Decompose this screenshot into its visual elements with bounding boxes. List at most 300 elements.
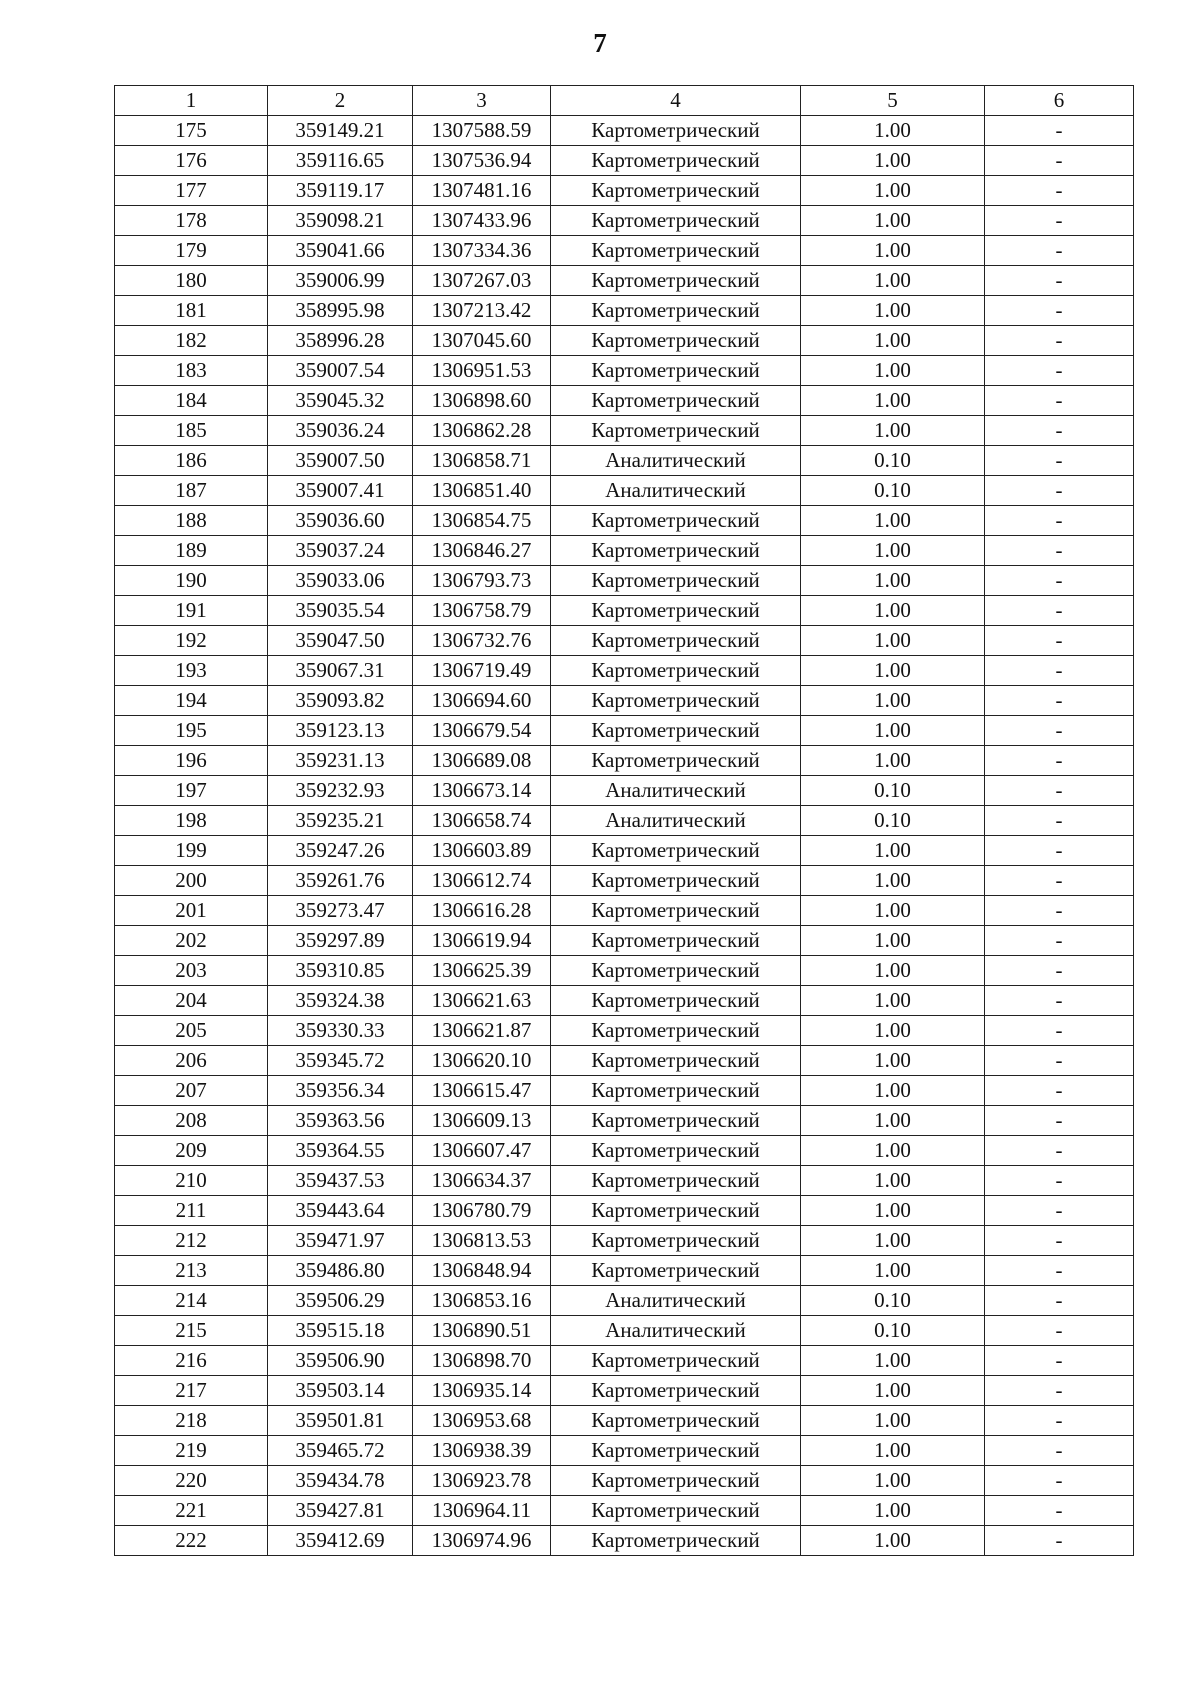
accuracy-cell: 1.00 <box>801 116 985 146</box>
description-cell: - <box>985 626 1134 656</box>
method-cell: Картометрический <box>551 986 801 1016</box>
x-coordinate-cell: 359232.93 <box>268 776 413 806</box>
y-coordinate-cell: 1306620.10 <box>413 1046 551 1076</box>
accuracy-cell: 0.10 <box>801 776 985 806</box>
x-coordinate-cell: 359119.17 <box>268 176 413 206</box>
accuracy-cell: 0.10 <box>801 806 985 836</box>
description-cell: - <box>985 1166 1134 1196</box>
point-number-cell: 221 <box>115 1496 268 1526</box>
point-number-cell: 208 <box>115 1106 268 1136</box>
method-cell: Картометрический <box>551 296 801 326</box>
method-cell: Картометрический <box>551 1166 801 1196</box>
y-coordinate-cell: 1306689.08 <box>413 746 551 776</box>
point-number-cell: 182 <box>115 326 268 356</box>
column-header: 5 <box>801 86 985 116</box>
table-row <box>115 1316 1134 1346</box>
x-coordinate-cell: 359247.26 <box>268 836 413 866</box>
description-cell: - <box>985 746 1134 776</box>
description-cell: - <box>985 296 1134 326</box>
method-cell: Картометрический <box>551 536 801 566</box>
y-coordinate-cell: 1306953.68 <box>413 1406 551 1436</box>
y-coordinate-cell: 1306616.28 <box>413 896 551 926</box>
x-coordinate-cell: 359007.50 <box>268 446 413 476</box>
x-coordinate-cell: 359235.21 <box>268 806 413 836</box>
y-coordinate-cell: 1306780.79 <box>413 1196 551 1226</box>
x-coordinate-cell: 359045.32 <box>268 386 413 416</box>
method-cell: Картометрический <box>551 1196 801 1226</box>
method-cell: Картометрический <box>551 356 801 386</box>
page-number: 7 <box>593 28 607 58</box>
x-coordinate-cell: 359007.54 <box>268 356 413 386</box>
table-header-row <box>115 86 1134 116</box>
table-row <box>115 236 1134 266</box>
accuracy-cell: 1.00 <box>801 1496 985 1526</box>
x-coordinate-cell: 359116.65 <box>268 146 413 176</box>
table-row <box>115 1406 1134 1436</box>
y-coordinate-cell: 1307045.60 <box>413 326 551 356</box>
method-cell: Аналитический <box>551 806 801 836</box>
accuracy-cell: 1.00 <box>801 146 985 176</box>
table-row <box>115 1196 1134 1226</box>
method-cell: Картометрический <box>551 716 801 746</box>
description-cell: - <box>985 1016 1134 1046</box>
description-cell: - <box>985 326 1134 356</box>
accuracy-cell: 1.00 <box>801 236 985 266</box>
x-coordinate-cell: 359501.81 <box>268 1406 413 1436</box>
y-coordinate-cell: 1306854.75 <box>413 506 551 536</box>
table-row <box>115 476 1134 506</box>
y-coordinate-cell: 1306619.94 <box>413 926 551 956</box>
accuracy-cell: 1.00 <box>801 206 985 236</box>
y-coordinate-cell: 1306719.49 <box>413 656 551 686</box>
point-number-cell: 195 <box>115 716 268 746</box>
coordinates-table <box>114 85 1134 1556</box>
accuracy-cell: 1.00 <box>801 296 985 326</box>
table-row <box>115 1286 1134 1316</box>
table-row <box>115 626 1134 656</box>
point-number-cell: 189 <box>115 536 268 566</box>
accuracy-cell: 1.00 <box>801 1346 985 1376</box>
x-coordinate-cell: 359149.21 <box>268 116 413 146</box>
table-row <box>115 206 1134 236</box>
x-coordinate-cell: 359364.55 <box>268 1136 413 1166</box>
y-coordinate-cell: 1306615.47 <box>413 1076 551 1106</box>
y-coordinate-cell: 1306848.94 <box>413 1256 551 1286</box>
point-number-cell: 191 <box>115 596 268 626</box>
method-cell: Аналитический <box>551 776 801 806</box>
accuracy-cell: 1.00 <box>801 1406 985 1436</box>
x-coordinate-cell: 359506.90 <box>268 1346 413 1376</box>
description-cell: - <box>985 1466 1134 1496</box>
accuracy-cell: 1.00 <box>801 926 985 956</box>
description-cell: - <box>985 116 1134 146</box>
method-cell: Картометрический <box>551 1046 801 1076</box>
y-coordinate-cell: 1307588.59 <box>413 116 551 146</box>
accuracy-cell: 1.00 <box>801 1136 985 1166</box>
accuracy-cell: 1.00 <box>801 866 985 896</box>
description-cell: - <box>985 1526 1134 1556</box>
y-coordinate-cell: 1306858.71 <box>413 446 551 476</box>
description-cell: - <box>985 1436 1134 1466</box>
method-cell: Картометрический <box>551 236 801 266</box>
table-row <box>115 1046 1134 1076</box>
x-coordinate-cell: 359427.81 <box>268 1496 413 1526</box>
x-coordinate-cell: 359007.41 <box>268 476 413 506</box>
accuracy-cell: 1.00 <box>801 836 985 866</box>
table-row <box>115 1376 1134 1406</box>
method-cell: Картометрический <box>551 896 801 926</box>
table-row <box>115 356 1134 386</box>
description-cell: - <box>985 956 1134 986</box>
point-number-cell: 175 <box>115 116 268 146</box>
point-number-cell: 181 <box>115 296 268 326</box>
method-cell: Аналитический <box>551 1316 801 1346</box>
method-cell: Картометрический <box>551 686 801 716</box>
table-row <box>115 956 1134 986</box>
column-header: 1 <box>115 86 268 116</box>
table-row <box>115 596 1134 626</box>
y-coordinate-cell: 1306813.53 <box>413 1226 551 1256</box>
table-row <box>115 146 1134 176</box>
method-cell: Картометрический <box>551 926 801 956</box>
method-cell: Картометрический <box>551 746 801 776</box>
method-cell: Картометрический <box>551 1076 801 1106</box>
table-row <box>115 1166 1134 1196</box>
accuracy-cell: 1.00 <box>801 716 985 746</box>
table-row <box>115 776 1134 806</box>
x-coordinate-cell: 359037.24 <box>268 536 413 566</box>
y-coordinate-cell: 1306935.14 <box>413 1376 551 1406</box>
description-cell: - <box>985 1316 1134 1346</box>
accuracy-cell: 1.00 <box>801 746 985 776</box>
method-cell: Картометрический <box>551 1256 801 1286</box>
accuracy-cell: 1.00 <box>801 1376 985 1406</box>
method-cell: Картометрический <box>551 506 801 536</box>
y-coordinate-cell: 1306621.87 <box>413 1016 551 1046</box>
description-cell: - <box>985 866 1134 896</box>
point-number-cell: 210 <box>115 1166 268 1196</box>
description-cell: - <box>985 926 1134 956</box>
accuracy-cell: 1.00 <box>801 416 985 446</box>
description-cell: - <box>985 146 1134 176</box>
y-coordinate-cell: 1306694.60 <box>413 686 551 716</box>
point-number-cell: 188 <box>115 506 268 536</box>
description-cell: - <box>985 776 1134 806</box>
accuracy-cell: 1.00 <box>801 626 985 656</box>
description-cell: - <box>985 536 1134 566</box>
point-number-cell: 219 <box>115 1436 268 1466</box>
x-coordinate-cell: 359006.99 <box>268 266 413 296</box>
table-row <box>115 506 1134 536</box>
x-coordinate-cell: 359261.76 <box>268 866 413 896</box>
point-number-cell: 194 <box>115 686 268 716</box>
accuracy-cell: 1.00 <box>801 356 985 386</box>
x-coordinate-cell: 359363.56 <box>268 1106 413 1136</box>
x-coordinate-cell: 359486.80 <box>268 1256 413 1286</box>
point-number-cell: 193 <box>115 656 268 686</box>
y-coordinate-cell: 1307213.42 <box>413 296 551 326</box>
accuracy-cell: 1.00 <box>801 506 985 536</box>
table-row <box>115 326 1134 356</box>
description-cell: - <box>985 716 1134 746</box>
x-coordinate-cell: 359033.06 <box>268 566 413 596</box>
y-coordinate-cell: 1306974.96 <box>413 1526 551 1556</box>
accuracy-cell: 1.00 <box>801 1046 985 1076</box>
method-cell: Картометрический <box>551 596 801 626</box>
y-coordinate-cell: 1306898.60 <box>413 386 551 416</box>
column-header: 3 <box>413 86 551 116</box>
accuracy-cell: 1.00 <box>801 566 985 596</box>
point-number-cell: 187 <box>115 476 268 506</box>
description-cell: - <box>985 656 1134 686</box>
table-row <box>115 1016 1134 1046</box>
accuracy-cell: 0.10 <box>801 1316 985 1346</box>
table-row <box>115 566 1134 596</box>
x-coordinate-cell: 359324.38 <box>268 986 413 1016</box>
description-cell: - <box>985 356 1134 386</box>
point-number-cell: 200 <box>115 866 268 896</box>
description-cell: - <box>985 1376 1134 1406</box>
description-cell: - <box>985 476 1134 506</box>
x-coordinate-cell: 359035.54 <box>268 596 413 626</box>
table-row <box>115 1226 1134 1256</box>
description-cell: - <box>985 446 1134 476</box>
method-cell: Картометрический <box>551 866 801 896</box>
point-number-cell: 213 <box>115 1256 268 1286</box>
y-coordinate-cell: 1306890.51 <box>413 1316 551 1346</box>
point-number-cell: 201 <box>115 896 268 926</box>
y-coordinate-cell: 1306673.14 <box>413 776 551 806</box>
x-coordinate-cell: 359098.21 <box>268 206 413 236</box>
table-row <box>115 926 1134 956</box>
column-header: 2 <box>268 86 413 116</box>
description-cell: - <box>985 1496 1134 1526</box>
x-coordinate-cell: 358995.98 <box>268 296 413 326</box>
y-coordinate-cell: 1306634.37 <box>413 1166 551 1196</box>
x-coordinate-cell: 359412.69 <box>268 1526 413 1556</box>
x-coordinate-cell: 359036.24 <box>268 416 413 446</box>
y-coordinate-cell: 1306951.53 <box>413 356 551 386</box>
x-coordinate-cell: 359067.31 <box>268 656 413 686</box>
point-number-cell: 197 <box>115 776 268 806</box>
point-number-cell: 186 <box>115 446 268 476</box>
x-coordinate-cell: 359036.60 <box>268 506 413 536</box>
x-coordinate-cell: 359231.13 <box>268 746 413 776</box>
description-cell: - <box>985 1196 1134 1226</box>
description-cell: - <box>985 236 1134 266</box>
point-number-cell: 179 <box>115 236 268 266</box>
point-number-cell: 184 <box>115 386 268 416</box>
method-cell: Картометрический <box>551 1526 801 1556</box>
method-cell: Картометрический <box>551 656 801 686</box>
description-cell: - <box>985 1136 1134 1166</box>
method-cell: Картометрический <box>551 1406 801 1436</box>
table-row <box>115 896 1134 926</box>
accuracy-cell: 1.00 <box>801 1436 985 1466</box>
point-number-cell: 211 <box>115 1196 268 1226</box>
accuracy-cell: 1.00 <box>801 326 985 356</box>
method-cell: Картометрический <box>551 1466 801 1496</box>
x-coordinate-cell: 359297.89 <box>268 926 413 956</box>
accuracy-cell: 1.00 <box>801 896 985 926</box>
table-row <box>115 836 1134 866</box>
point-number-cell: 176 <box>115 146 268 176</box>
description-cell: - <box>985 566 1134 596</box>
point-number-cell: 192 <box>115 626 268 656</box>
description-cell: - <box>985 206 1134 236</box>
table-row <box>115 536 1134 566</box>
x-coordinate-cell: 359093.82 <box>268 686 413 716</box>
table-row <box>115 986 1134 1016</box>
table-body <box>115 116 1134 1556</box>
y-coordinate-cell: 1306851.40 <box>413 476 551 506</box>
point-number-cell: 178 <box>115 206 268 236</box>
table-row <box>115 266 1134 296</box>
description-cell: - <box>985 506 1134 536</box>
x-coordinate-cell: 359041.66 <box>268 236 413 266</box>
accuracy-cell: 1.00 <box>801 1526 985 1556</box>
point-number-cell: 206 <box>115 1046 268 1076</box>
point-number-cell: 220 <box>115 1466 268 1496</box>
description-cell: - <box>985 1286 1134 1316</box>
accuracy-cell: 1.00 <box>801 1226 985 1256</box>
point-number-cell: 215 <box>115 1316 268 1346</box>
description-cell: - <box>985 896 1134 926</box>
table-row <box>115 1076 1134 1106</box>
method-cell: Картометрический <box>551 1106 801 1136</box>
method-cell: Аналитический <box>551 476 801 506</box>
y-coordinate-cell: 1307267.03 <box>413 266 551 296</box>
point-number-cell: 199 <box>115 836 268 866</box>
method-cell: Картометрический <box>551 1016 801 1046</box>
accuracy-cell: 1.00 <box>801 1016 985 1046</box>
accuracy-cell: 1.00 <box>801 986 985 1016</box>
accuracy-cell: 1.00 <box>801 1196 985 1226</box>
point-number-cell: 207 <box>115 1076 268 1106</box>
table-row <box>115 746 1134 776</box>
method-cell: Картометрический <box>551 836 801 866</box>
point-number-cell: 180 <box>115 266 268 296</box>
table-row <box>115 1256 1134 1286</box>
accuracy-cell: 0.10 <box>801 1286 985 1316</box>
y-coordinate-cell: 1307433.96 <box>413 206 551 236</box>
accuracy-cell: 1.00 <box>801 176 985 206</box>
point-number-cell: 212 <box>115 1226 268 1256</box>
x-coordinate-cell: 359443.64 <box>268 1196 413 1226</box>
y-coordinate-cell: 1306612.74 <box>413 866 551 896</box>
point-number-cell: 205 <box>115 1016 268 1046</box>
point-number-cell: 190 <box>115 566 268 596</box>
y-coordinate-cell: 1306862.28 <box>413 416 551 446</box>
table-row <box>115 716 1134 746</box>
y-coordinate-cell: 1306609.13 <box>413 1106 551 1136</box>
accuracy-cell: 1.00 <box>801 266 985 296</box>
method-cell: Картометрический <box>551 1376 801 1406</box>
x-coordinate-cell: 359506.29 <box>268 1286 413 1316</box>
point-number-cell: 222 <box>115 1526 268 1556</box>
method-cell: Аналитический <box>551 1286 801 1316</box>
point-number-cell: 216 <box>115 1346 268 1376</box>
point-number-cell: 198 <box>115 806 268 836</box>
description-cell: - <box>985 386 1134 416</box>
y-coordinate-cell: 1307334.36 <box>413 236 551 266</box>
point-number-cell: 217 <box>115 1376 268 1406</box>
table-row <box>115 656 1134 686</box>
method-cell: Картометрический <box>551 1346 801 1376</box>
table-row <box>115 446 1134 476</box>
method-cell: Картометрический <box>551 116 801 146</box>
x-coordinate-cell: 359123.13 <box>268 716 413 746</box>
point-number-cell: 218 <box>115 1406 268 1436</box>
accuracy-cell: 1.00 <box>801 1106 985 1136</box>
table-row <box>115 866 1134 896</box>
method-cell: Картометрический <box>551 956 801 986</box>
accuracy-cell: 1.00 <box>801 536 985 566</box>
accuracy-cell: 0.10 <box>801 446 985 476</box>
accuracy-cell: 1.00 <box>801 656 985 686</box>
x-coordinate-cell: 358996.28 <box>268 326 413 356</box>
x-coordinate-cell: 359503.14 <box>268 1376 413 1406</box>
table-row <box>115 1526 1134 1556</box>
y-coordinate-cell: 1306732.76 <box>413 626 551 656</box>
table-row <box>115 386 1134 416</box>
y-coordinate-cell: 1306621.63 <box>413 986 551 1016</box>
method-cell: Картометрический <box>551 1136 801 1166</box>
accuracy-cell: 1.00 <box>801 686 985 716</box>
point-number-cell: 204 <box>115 986 268 1016</box>
point-number-cell: 183 <box>115 356 268 386</box>
point-number-cell: 214 <box>115 1286 268 1316</box>
description-cell: - <box>985 686 1134 716</box>
y-coordinate-cell: 1306603.89 <box>413 836 551 866</box>
x-coordinate-cell: 359310.85 <box>268 956 413 986</box>
y-coordinate-cell: 1306607.47 <box>413 1136 551 1166</box>
y-coordinate-cell: 1307536.94 <box>413 146 551 176</box>
x-coordinate-cell: 359471.97 <box>268 1226 413 1256</box>
method-cell: Картометрический <box>551 146 801 176</box>
y-coordinate-cell: 1307481.16 <box>413 176 551 206</box>
description-cell: - <box>985 986 1134 1016</box>
table-row <box>115 296 1134 326</box>
y-coordinate-cell: 1306853.16 <box>413 1286 551 1316</box>
description-cell: - <box>985 266 1134 296</box>
point-number-cell: 202 <box>115 926 268 956</box>
method-cell: Картометрический <box>551 1436 801 1466</box>
y-coordinate-cell: 1306625.39 <box>413 956 551 986</box>
description-cell: - <box>985 1256 1134 1286</box>
accuracy-cell: 1.00 <box>801 1256 985 1286</box>
method-cell: Аналитический <box>551 446 801 476</box>
y-coordinate-cell: 1306658.74 <box>413 806 551 836</box>
point-number-cell: 185 <box>115 416 268 446</box>
table-row <box>115 416 1134 446</box>
method-cell: Картометрический <box>551 1496 801 1526</box>
table-row <box>115 116 1134 146</box>
method-cell: Картометрический <box>551 266 801 296</box>
description-cell: - <box>985 1106 1134 1136</box>
table-row <box>115 686 1134 716</box>
x-coordinate-cell: 359330.33 <box>268 1016 413 1046</box>
method-cell: Картометрический <box>551 416 801 446</box>
description-cell: - <box>985 1346 1134 1376</box>
accuracy-cell: 1.00 <box>801 1076 985 1106</box>
column-header: 6 <box>985 86 1134 116</box>
description-cell: - <box>985 596 1134 626</box>
point-number-cell: 209 <box>115 1136 268 1166</box>
method-cell: Картометрический <box>551 386 801 416</box>
description-cell: - <box>985 1406 1134 1436</box>
y-coordinate-cell: 1306793.73 <box>413 566 551 596</box>
